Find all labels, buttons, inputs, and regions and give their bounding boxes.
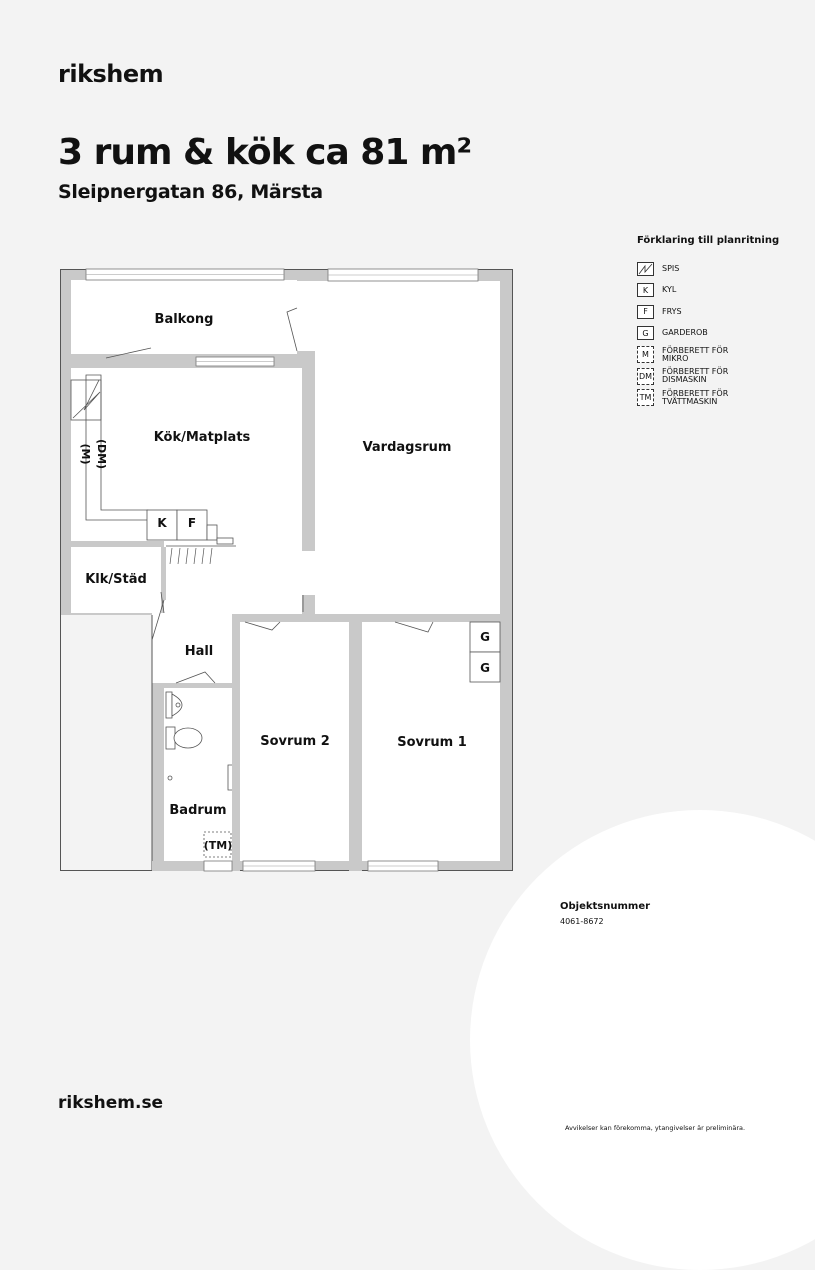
legend-label: KYL [662, 285, 677, 295]
label-sovrum2: Sovrum 2 [260, 734, 330, 749]
label-sovrum1: Sovrum 1 [397, 735, 467, 750]
object-number-label: Objektsnummer [560, 901, 651, 912]
wardrobe-icon: G [480, 661, 490, 675]
legend-label: FRYS [662, 306, 682, 316]
footer-url[interactable]: rikshem.se [58, 1093, 164, 1113]
address: Sleipnergatan 86, Märsta [58, 181, 323, 203]
legend-label: FÖRBERETT FÖR TVÄTTMASKIN [662, 388, 729, 406]
disclaimer: Avvikelser kan förekomma, ytangivelser är preliminära. [565, 1124, 746, 1132]
label-vardagsrum: Vardagsrum [362, 440, 452, 455]
fridge-icon: K [157, 516, 167, 530]
object-number-value: 4061-8672 [560, 917, 604, 926]
legend-title: Förklaring till planritning [637, 235, 780, 246]
label-kok: Kök/Matplats [153, 430, 251, 445]
label-tm: (TM) [203, 839, 233, 852]
label-klk: Klk/Städ [85, 572, 147, 587]
label-dm: (DM) [95, 438, 108, 470]
washing-machine-icon: TM [637, 389, 654, 406]
dishwasher-icon: DM [637, 368, 654, 385]
freezer-icon: F [637, 305, 654, 319]
legend-label: GARDEROB [662, 328, 708, 338]
wardrobe-icon: G [480, 630, 490, 644]
label-m: (M) [79, 443, 92, 465]
microwave-icon: M [637, 346, 654, 363]
wardrobe-icon: G [637, 326, 654, 340]
freezer-icon: F [187, 516, 197, 530]
label-balkong: Balkong [154, 312, 214, 327]
brand-logo: rikshem [58, 60, 164, 88]
legend-label: FÖRBERETT FÖR MIKRO [662, 345, 729, 363]
label-hall: Hall [184, 644, 214, 659]
page-title: 3 rum & kök ca 81 m² [58, 132, 472, 173]
legend-label: SPIS [662, 263, 680, 273]
legend-label: FÖRBERETT FÖR DISMASKIN [662, 367, 729, 385]
fridge-icon: K [637, 283, 654, 297]
label-badrum: Badrum [169, 803, 227, 818]
